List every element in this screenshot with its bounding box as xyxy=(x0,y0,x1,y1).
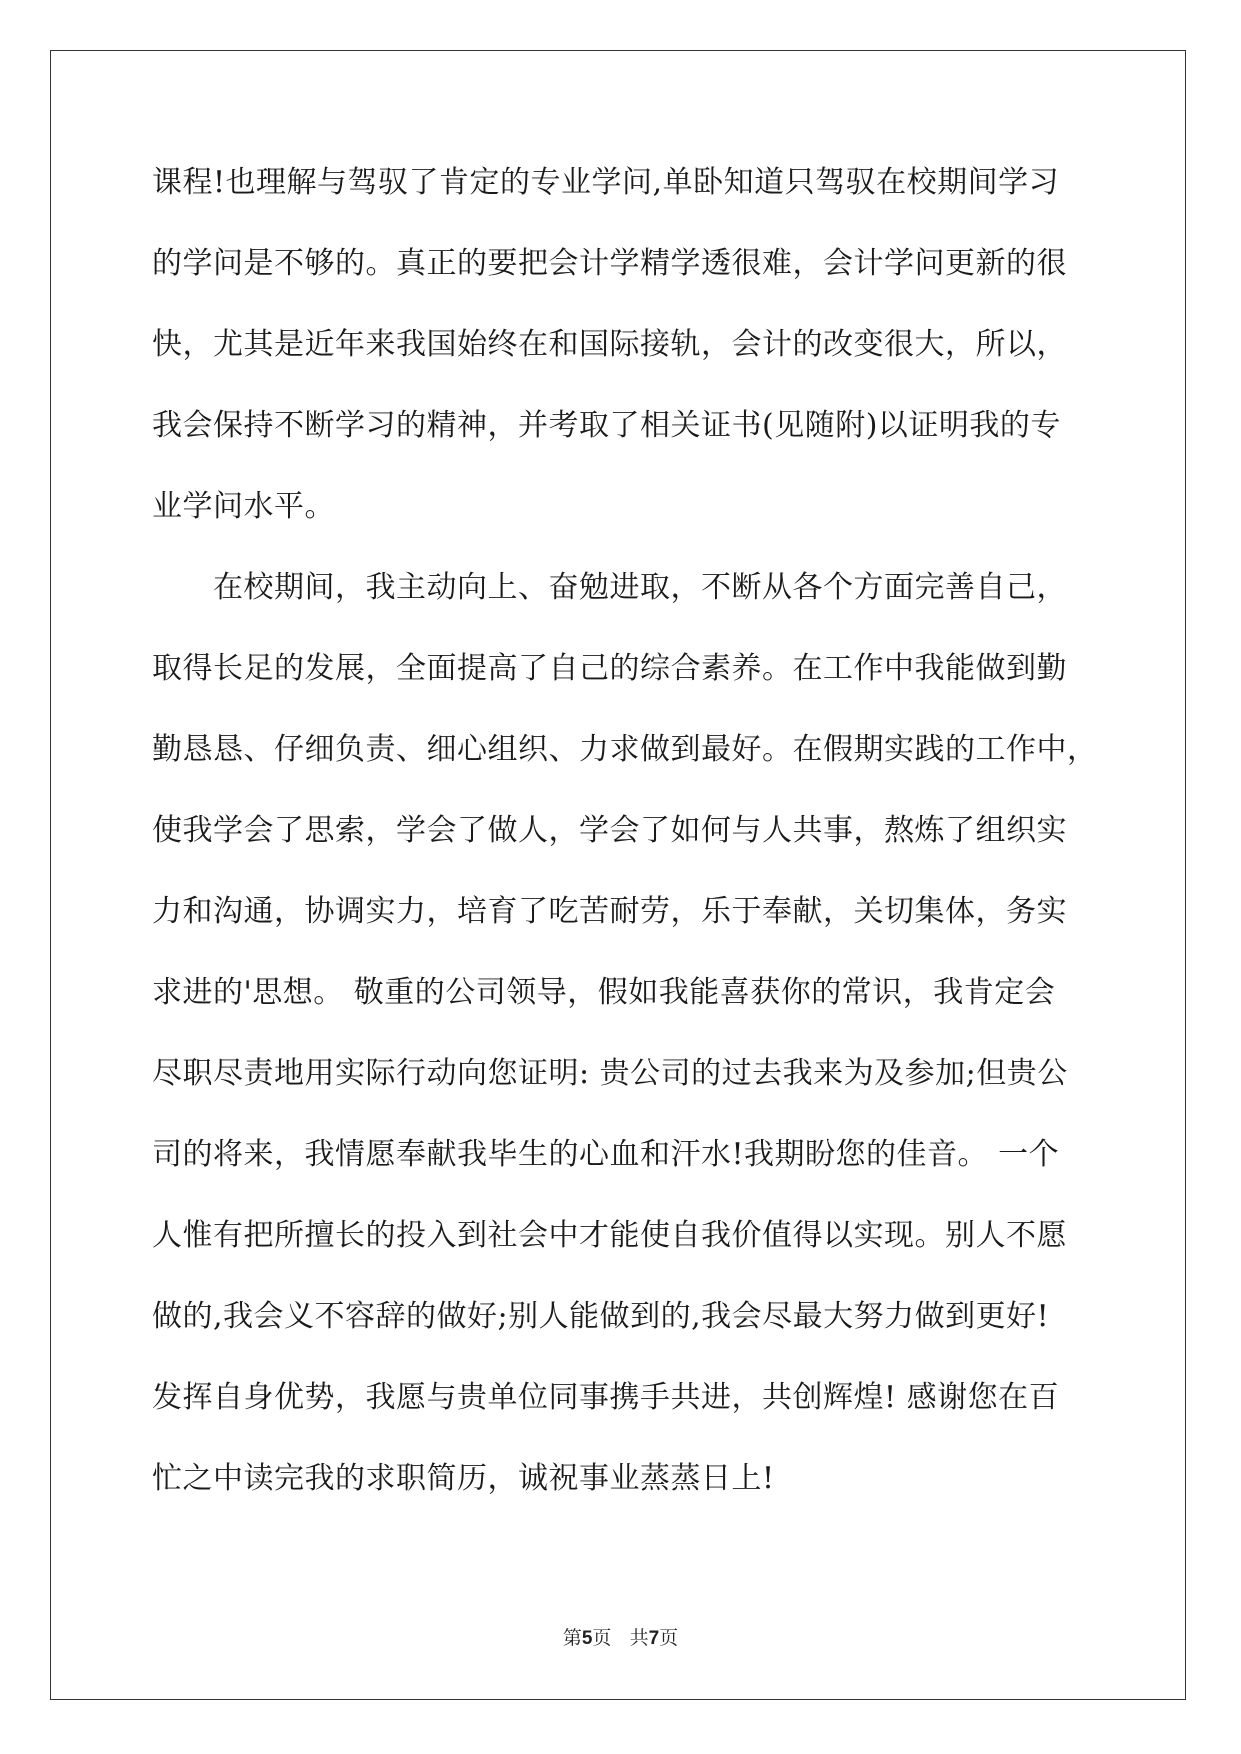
text-line-9: 使我学会了思索，学会了做人，学会了如何与人共事，熬炼了组织实 xyxy=(152,813,1067,848)
text-line-3: 快，尤其是近年来我国始终在和国际接轨，会计的改变很大，所以， xyxy=(152,327,1067,362)
document-body xyxy=(152,165,1098,1542)
footer-total-suffix: 页 xyxy=(659,1627,679,1649)
text-line-8: 勤恳恳、仔细负责、细心组织、力求做到最好。在假期实践的工作中， xyxy=(152,732,1098,767)
text-line-14: 人惟有把所擅长的投入到社会中才能使自我价值得以实现。别人不愿 xyxy=(152,1218,1067,1253)
text-line-7: 取得长足的发展，全面提高了自己的综合素养。在工作中我能做到勤 xyxy=(152,651,1067,686)
text-line-5: 业学问水平。 xyxy=(152,489,335,524)
text-line-6: 在校期间，我主动向上、奋勉进取，不断从各个方面完善自己， xyxy=(152,570,1067,605)
footer-page-suffix: 页 xyxy=(592,1627,612,1649)
text-line-4: 我会保持不断学习的精神，并考取了相关证书(见随附)以证明我的专 xyxy=(152,408,1061,443)
page-footer xyxy=(0,1623,1241,1650)
text-line-12: 尽职尽责地用实际行动向您证明: 贵公司的过去我来为及参加;但贵公 xyxy=(152,1056,1068,1091)
text-line-17: 忙之中读完我的求职简历，诚祝事业蒸蒸日上! xyxy=(152,1461,775,1496)
text-line-11: 求进的'思想。 敬重的公司领导，假如我能喜获你的常识，我肯定会 xyxy=(152,975,1056,1010)
text-line-2: 的学问是不够的。真正的要把会计学精学透很难，会计学问更新的很 xyxy=(152,246,1067,281)
footer-total-prefix: 共 xyxy=(629,1627,649,1649)
footer-page-number: 5 xyxy=(581,1628,593,1649)
text-line-10: 力和沟通，协调实力，培育了吃苦耐劳，乐于奉献，关切集体，务实 xyxy=(152,894,1067,929)
footer-prefix: 第 xyxy=(562,1627,582,1649)
text-line-15: 做的,我会义不容辞的做好;别人能做到的,我会尽最大努力做到更好! xyxy=(152,1299,1050,1334)
text-line-13: 司的将来，我情愿奉献我毕生的心血和汗水!我期盼您的佳音。 一个 xyxy=(152,1137,1060,1172)
footer-total-pages: 7 xyxy=(648,1628,660,1649)
text-line-1: 课程!也理解与驾驭了肯定的专业学问,单卧知道只驾驭在校期间学习 xyxy=(152,165,1060,200)
text-line-16: 发挥自身优势，我愿与贵单位同事携手共进，共创辉煌! 感谢您在百 xyxy=(152,1380,1060,1415)
